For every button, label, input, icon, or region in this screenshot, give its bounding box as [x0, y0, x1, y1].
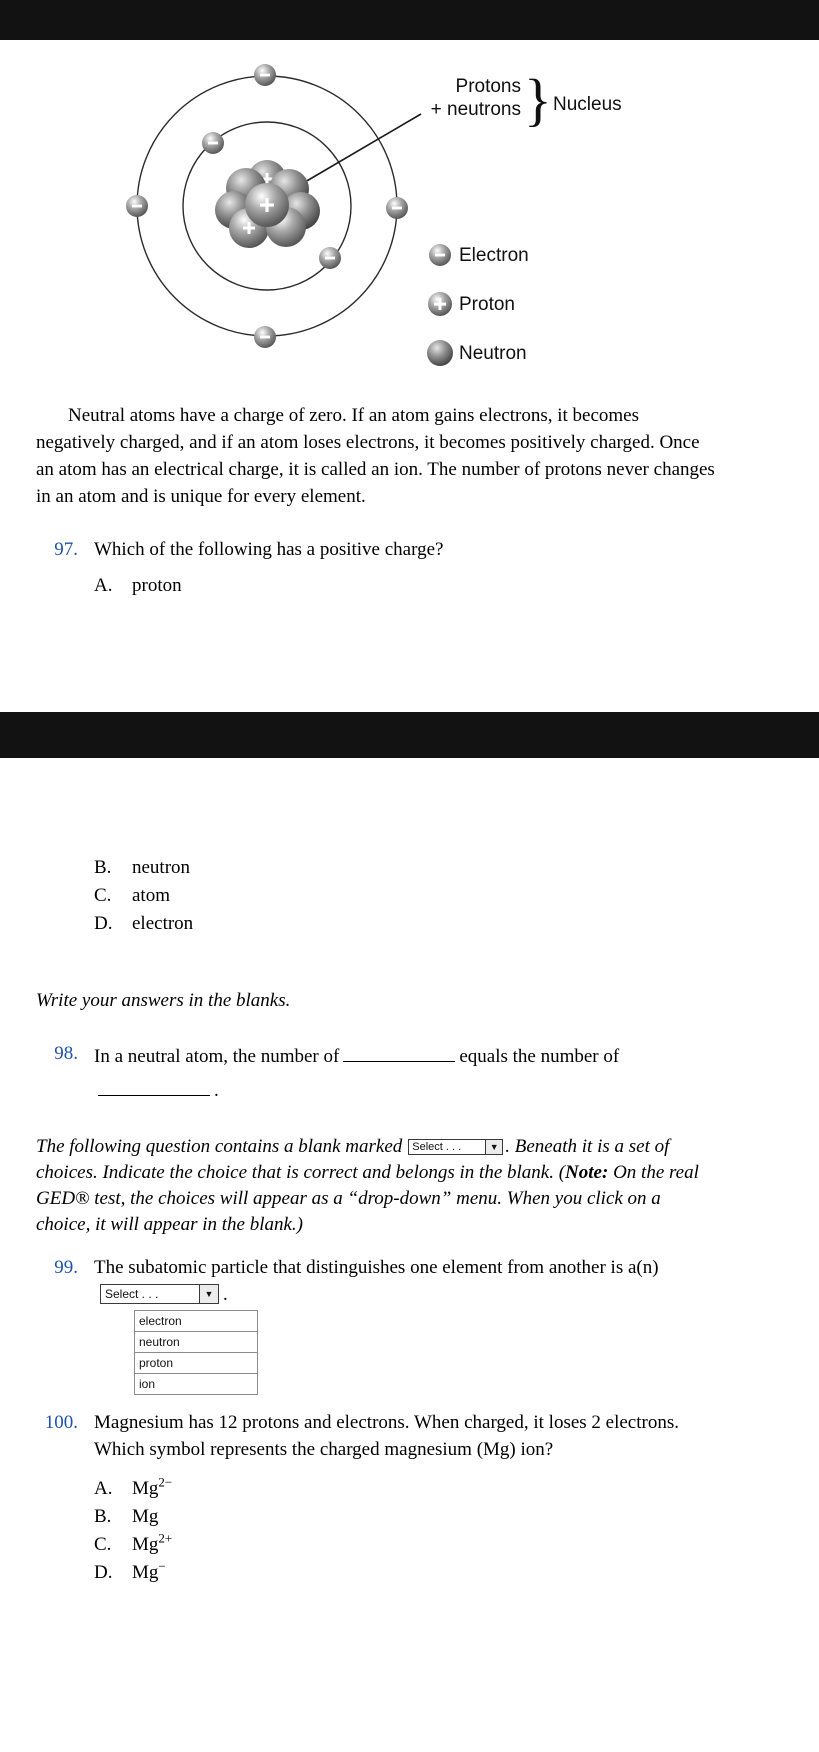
note-label: Note: [565, 1162, 609, 1183]
instructions-text: The following question contains a blank marked [36, 1136, 403, 1157]
ion-charge-superscript: − [158, 1558, 166, 1574]
answer-option-c[interactable] [94, 882, 719, 910]
sentence-period: . [223, 1284, 228, 1305]
electron-icon [254, 64, 276, 86]
ion-charge-superscript: 2+ [158, 1530, 173, 1546]
answer-option-c[interactable] [94, 1531, 694, 1559]
answer-option-b[interactable] [94, 1503, 694, 1531]
question-number: 98. [54, 1043, 78, 1064]
legend [427, 244, 529, 366]
answer-option-d[interactable] [94, 1559, 694, 1587]
option-text: $Mg^{2-}$ [132, 1474, 173, 1499]
electron-icon [319, 247, 341, 269]
atom-diagram [121, 58, 701, 376]
dropdown-option-electron[interactable]: electron [134, 1310, 258, 1332]
option-text: Mg− [132, 1558, 166, 1583]
option-text: atom [132, 885, 170, 906]
answer-option-b[interactable] [94, 854, 719, 882]
instructions-text: On the real GED® test, the choices will appear as a “drop-down” menu. When you click on a choice, it will appear in the blank.) [36, 1162, 699, 1235]
question-text: Magnesium has 12 protons and electrons. When charged, it loses 2 electrons. Which symbol represents the charged magnesium (Mg) ion? [94, 1412, 679, 1460]
dropdown-instructions [36, 1134, 719, 1238]
option-letter: B. [94, 857, 112, 878]
answer-option-d[interactable] [94, 910, 719, 938]
select-dropdown-example [408, 1139, 503, 1155]
sentence-period: . [214, 1080, 219, 1101]
answer-blank-2[interactable] [98, 1077, 210, 1096]
question-text: equals the number of [459, 1046, 620, 1067]
option-text: neutron [132, 857, 191, 878]
electron-icon [126, 195, 148, 217]
electron-legend-icon [429, 244, 451, 266]
proton-legend-label: Proton [459, 294, 515, 315]
electron-icon [254, 326, 276, 348]
answer-blank-1[interactable] [343, 1043, 455, 1062]
question-number: 97. [54, 539, 78, 560]
nucleus-icon [215, 160, 320, 248]
answer-option-a[interactable] [94, 1475, 694, 1503]
option-letter: D. [94, 1562, 113, 1583]
question-number: 100. [44, 1412, 78, 1433]
dropdown-option-proton[interactable]: proton [134, 1352, 258, 1374]
option-text: $Mg^{2+}$ [132, 1530, 173, 1555]
neutron-legend-label: Neutron [459, 343, 527, 364]
page-two-content [0, 854, 819, 1587]
electron-legend-label: Electron [459, 245, 529, 266]
option-text: proton [132, 575, 182, 596]
electron-icon [202, 132, 224, 154]
option-letter: A. [94, 1478, 113, 1499]
proton-legend-icon [428, 292, 452, 316]
dropdown-option-neutron[interactable]: neutron [134, 1331, 258, 1353]
blanks-instruction: Write your answers in the blanks. [36, 990, 291, 1011]
nucleus-label: Nucleus [553, 94, 622, 115]
brace-glyph: } [524, 67, 552, 132]
select-dropdown[interactable] [100, 1284, 219, 1304]
question-99 [36, 1254, 719, 1395]
question-97 [36, 536, 719, 600]
neutron-legend-icon [427, 340, 453, 366]
select-value[interactable]: Select . . . [101, 1285, 199, 1303]
dropdown-option-ion[interactable]: ion [134, 1373, 258, 1395]
page-one-content [0, 58, 819, 600]
answer-option-a[interactable] [94, 572, 719, 600]
question-number: 99. [54, 1257, 78, 1278]
option-text: Mg [132, 1506, 159, 1527]
question-97-options-continued [94, 854, 719, 938]
instructions-text: . Beneath it is a set of choices. Indicate the choice that is correct and belongs in the blank. ( [36, 1136, 670, 1183]
ion-charge-superscript: 2− [158, 1474, 173, 1490]
question-100 [36, 1409, 719, 1587]
question-text: The subatomic particle that distinguishes one element from another is a(n) [94, 1257, 659, 1278]
dropdown-arrow-icon[interactable]: ▼ [199, 1285, 218, 1303]
nucleus-pointer-line [305, 114, 421, 182]
electron-icon [386, 197, 408, 219]
dropdown-options-list [134, 1310, 258, 1395]
question-text: Which of the following has a positive charge? [94, 539, 444, 560]
option-letter: B. [94, 1506, 112, 1527]
select-value: Select . . . [409, 1140, 485, 1154]
option-letter: C. [94, 1534, 112, 1555]
top-black-bar [0, 0, 819, 40]
page-break-bar [0, 712, 819, 758]
nucleus-callout-line1: Protons [455, 76, 521, 97]
question-98 [36, 1040, 719, 1108]
dropdown-arrow-icon: ▼ [485, 1140, 502, 1154]
option-text: electron [132, 913, 194, 934]
option-letter: A. [94, 575, 113, 596]
option-letter: D. [94, 913, 113, 934]
option-letter: C. [94, 885, 112, 906]
intro-paragraph: Neutral atoms have a charge of zero. If an atom gains electrons, it becomes negatively charged, and if an atom loses electrons, it becomes positively charged. Once an atom has an electrical charge, it is called an ion. The number of protons never changes in an atom and is unique for every element. [36, 405, 715, 507]
question-text: In a neutral atom, the number of [94, 1046, 340, 1067]
nucleus-callout-line2: + neutrons [430, 99, 521, 120]
question-100-options [94, 1475, 694, 1587]
